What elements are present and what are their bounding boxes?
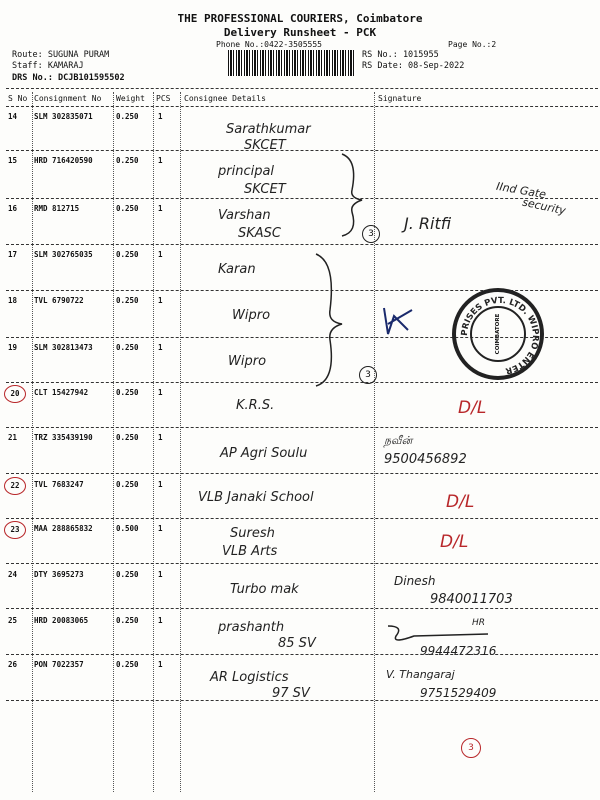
weight-value: 0.250 (116, 156, 139, 165)
serial-number: 21 (8, 433, 18, 442)
row-divider (6, 608, 598, 609)
annotation-second-gate: IInd Gate (495, 179, 548, 202)
page-number: Page No.:2 (448, 40, 497, 49)
consignee-detail: VLB Arts (222, 544, 278, 559)
brace-icon (338, 150, 368, 240)
pcs-value: 1 (158, 156, 163, 165)
consignee-name: Suresh (230, 526, 275, 541)
consignee-name: Sarathkumar (226, 122, 311, 137)
signature-entry: D/L (458, 398, 487, 418)
consignee-name: VLB Janaki School (198, 490, 314, 505)
consignment-number: PON 7022357 (34, 660, 84, 669)
consignment-number: TVL 6790722 (34, 296, 84, 305)
weight-value: 0.500 (116, 524, 139, 533)
signature-26-name: V. Thangaraj (386, 668, 455, 681)
consignee-name: Karan (218, 262, 256, 277)
weight-value: 0.250 (116, 660, 139, 669)
signature-entry: 9840011703 (430, 592, 513, 607)
weight-value: 0.250 (116, 343, 139, 352)
weight-value: 0.250 (116, 296, 139, 305)
consignee-name: principal (218, 164, 275, 179)
serial-number: 19 (8, 343, 18, 352)
signature-25-hr: HR (472, 618, 486, 628)
consignee-name: Varshan (218, 208, 271, 223)
weight-value: 0.250 (116, 250, 139, 259)
consignment-number: RMD 812715 (34, 204, 80, 213)
pcs-value: 1 (158, 388, 163, 397)
consignee-detail: SKCET (244, 138, 286, 153)
stamp-center-text: COIMBATORE (470, 306, 526, 362)
weight-value: 0.250 (116, 388, 139, 397)
col-divider (32, 92, 33, 792)
pcs-value: 1 (158, 204, 163, 213)
col-divider (153, 92, 154, 792)
serial-number: 23 (4, 521, 26, 539)
consignment-number: MAA 288865832 (34, 524, 93, 533)
col-divider (180, 92, 181, 792)
consignment-number: CLT 15427942 (34, 388, 89, 397)
consignee-name: Wipro (228, 354, 267, 369)
weight-value: 0.250 (116, 570, 139, 579)
row-divider (6, 518, 598, 519)
signature-entry: D/L (440, 532, 469, 552)
signature-entry: 9751529409 (420, 686, 497, 700)
header-divider (6, 88, 598, 89)
row-divider (6, 150, 598, 151)
pcs-value: 1 (158, 112, 163, 121)
signature-21-name: நவீன் (384, 434, 413, 447)
serial-number: 22 (4, 477, 26, 495)
rs-date: RS Date: 08-Sep-2022 (362, 61, 465, 71)
serial-number: 16 (8, 204, 18, 213)
pcs-value: 1 (158, 660, 163, 669)
row-divider (6, 244, 598, 245)
consignee-detail: 85 SV (278, 636, 316, 651)
weight-value: 0.250 (116, 204, 139, 213)
pcs-value: 1 (158, 524, 163, 533)
company-stamp (452, 288, 544, 380)
serial-number: 14 (8, 112, 18, 121)
phone-number: Phone No.:0422-3505555 (216, 40, 322, 49)
pcs-value: 1 (158, 343, 163, 352)
company-name: THE PROFESSIONAL COURIERS, Coimbatore (177, 12, 423, 25)
row-divider (6, 382, 598, 383)
serial-number: 15 (8, 156, 18, 165)
consignee-name: K.R.S. (236, 398, 275, 413)
staff-label: Staff: KAMARAJ (12, 61, 84, 71)
col-consignee: Consignee Details (184, 94, 266, 103)
col-divider (113, 92, 114, 792)
consignment-number: DTY 3695273 (34, 570, 84, 579)
pcs-value: 1 (158, 570, 163, 579)
weight-value: 0.250 (116, 433, 139, 442)
consignment-number: SLM 302835071 (34, 112, 93, 121)
signature-entry: 9944472316 (420, 644, 497, 658)
row-divider (6, 563, 598, 564)
weight-value: 0.250 (116, 112, 139, 121)
row-divider (6, 654, 598, 655)
signature-entry: 9500456892 (384, 452, 467, 467)
consignment-number: HRD 20083065 (34, 616, 89, 625)
rs-number: RS No.: 1015955 (362, 50, 439, 60)
brace-icon (312, 250, 348, 390)
consignee-name: Wipro (232, 308, 271, 323)
serial-number: 17 (8, 250, 18, 259)
serial-number: 24 (8, 570, 18, 579)
consignment-number: SLM 302765035 (34, 250, 93, 259)
row-divider (6, 700, 598, 701)
signature-24-name: Dinesh (394, 574, 436, 588)
consignee-name: Turbo mak (230, 582, 299, 597)
pcs-value: 1 (158, 296, 163, 305)
serial-number: 18 (8, 296, 18, 305)
weight-value: 0.250 (116, 616, 139, 625)
route-label: Route: SUGUNA PURAM (12, 50, 110, 60)
pcs-value: 1 (158, 433, 163, 442)
serial-number: 20 (4, 385, 26, 403)
circled-three-icon: 3 (359, 366, 377, 384)
runsheet-title: Delivery Runsheet - PCK (223, 26, 377, 39)
serial-number: 25 (8, 616, 18, 625)
consignee-name: AP Agri Soulu (220, 446, 308, 461)
consignment-number: TRZ 335439190 (34, 433, 93, 442)
consignee-detail: SKCET (244, 182, 286, 197)
consignment-number: TVL 7683247 (34, 480, 84, 489)
consignee-name: AR Logistics (210, 670, 289, 685)
pcs-value: 1 (158, 616, 163, 625)
col-weight: Weight (116, 94, 145, 103)
col-consignment: Consignment No (34, 94, 102, 103)
consignee-name: prashanth (218, 620, 285, 635)
drs-number: DRS No.: DCJB101595502 (12, 73, 125, 83)
signature-entry: D/L (446, 492, 475, 512)
barcode (228, 50, 356, 76)
weight-value: 0.250 (116, 480, 139, 489)
col-sno: S No (8, 94, 28, 103)
consignee-detail: 97 SV (272, 686, 310, 701)
annotation-security: security (521, 195, 567, 218)
circled-three-icon: 3 (362, 225, 380, 243)
signature-scribble-icon (378, 302, 418, 342)
circled-three-icon: 3 (461, 738, 481, 758)
row-divider (6, 198, 598, 199)
row-divider (6, 427, 598, 428)
pcs-value: 1 (158, 250, 163, 259)
signature-entry: J. Ritfi (404, 214, 452, 233)
stamp-ring-text: PRISES PVT. LTD. WIPRO ENTER (459, 295, 541, 376)
row-divider (6, 106, 598, 107)
consignee-detail: SKASC (238, 226, 281, 241)
pcs-value: 1 (158, 480, 163, 489)
col-divider (374, 92, 375, 792)
col-pcs: PCS (156, 94, 171, 103)
serial-number: 26 (8, 660, 18, 669)
consignment-number: HRD 716420590 (34, 156, 93, 165)
consignment-number: SLM 302813473 (34, 343, 93, 352)
row-divider (6, 473, 598, 474)
col-signature: Signature (378, 94, 422, 103)
